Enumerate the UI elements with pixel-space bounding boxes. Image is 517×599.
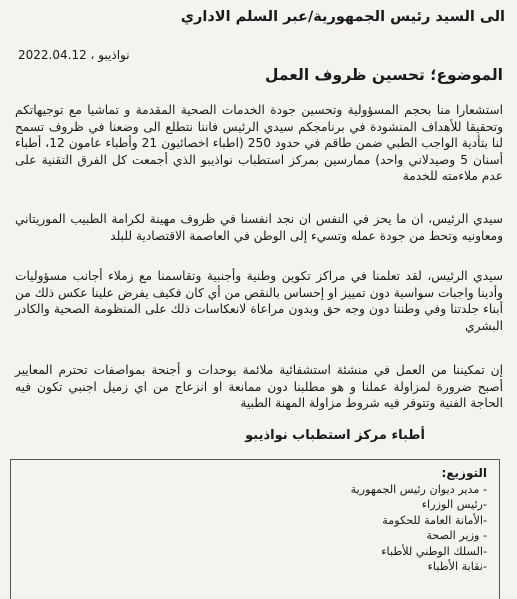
body-paragraph-4: إن تمكيننا من العمل في منشئة استشفائية ملائمة بوحدات و أجنحة بمواصفات تحترم المعايير أصبح ضرورة لمزاولة عملنا و هو مطلبنا دون ممانعة او انزعاج من اي زميل اجنبي تكون فيه الحاجة الفنية وتتوفر فيه شروط مزاولة المهنة الطبية	[15, 363, 503, 410]
distribution-item: - وزير الصحة	[426, 529, 487, 543]
signature-line: أطباء مركز استطباب نواذيبو	[245, 428, 425, 443]
letter-subject: الموضوع؛ تحسين ظروف العمل	[265, 66, 503, 84]
distribution-box	[10, 459, 500, 599]
distribution-list	[351, 482, 487, 574]
distribution-item: -رئيس الوزراء	[421, 498, 487, 512]
body-paragraph-1: استشعارا منا بحجم المسؤولية وتحسين جودة الخدمات الصحية المقدمة و تماشيا مع توجيهاتكم وتحقيقا للأهداف المنشودة في برنامجكم سيدي الرئيس فاننا نتطلع الى وضعنا في ظروف تسمح لنا بتأدية الواجب الطبي ضمن طاقم في حدود 250 (اطباء اخصائيون 21 وأطباء عامون 12، أطباء أسنان 5 وصيدلاني واحد) ممارسين بمركز استطباب نواذيبو الذي أجمعت كل الفرق التقنية على عدم ملاءمته للخدمة	[15, 103, 504, 183]
body-paragraph-3: سيدي الرئيس، لقد تعلمنا في مراكز تكوين وطنية وأجنبية وتقاسمنا مع زملاء أجانب مسؤوليات وأدينا واجبات سواسية دون تمييز او إحساس بالنقص من أي كان فكيف يفرض علينا عكس ذلك من أبناء جلدتنا وفي وطننا دون وجه حق وبدون مراعاة لانعكاسات ذلك على المنظومة الصحية والكادر البشري	[15, 269, 503, 333]
distribution-item: -السلك الوطني للأطباء	[381, 544, 487, 558]
body-paragraph-2: سيدي الرئيس، ان ما يحز في النفس ان نجد انفسنا في ظروف مهينة لكرامة الطبيب الموريتاني ومعاونيه وتحط من جودة عمله وتسيء إلى الوطن في العاصمة الاقتصادية للبلد	[15, 212, 503, 243]
distribution-item: - مدير ديوان رئيس الجمهورية	[350, 483, 487, 496]
letter-date: نواذيبو ، 2022.04.12	[18, 48, 130, 62]
distribution-title: التوزيع:	[441, 466, 487, 480]
distribution-item: -نقابة الأطباء	[427, 560, 487, 574]
distribution-item: -الأمانة العامة للحكومة	[382, 513, 487, 527]
letter-addressee: الى السيد رئيس الجمهورية/عبر السلم الاداري	[180, 9, 505, 25]
